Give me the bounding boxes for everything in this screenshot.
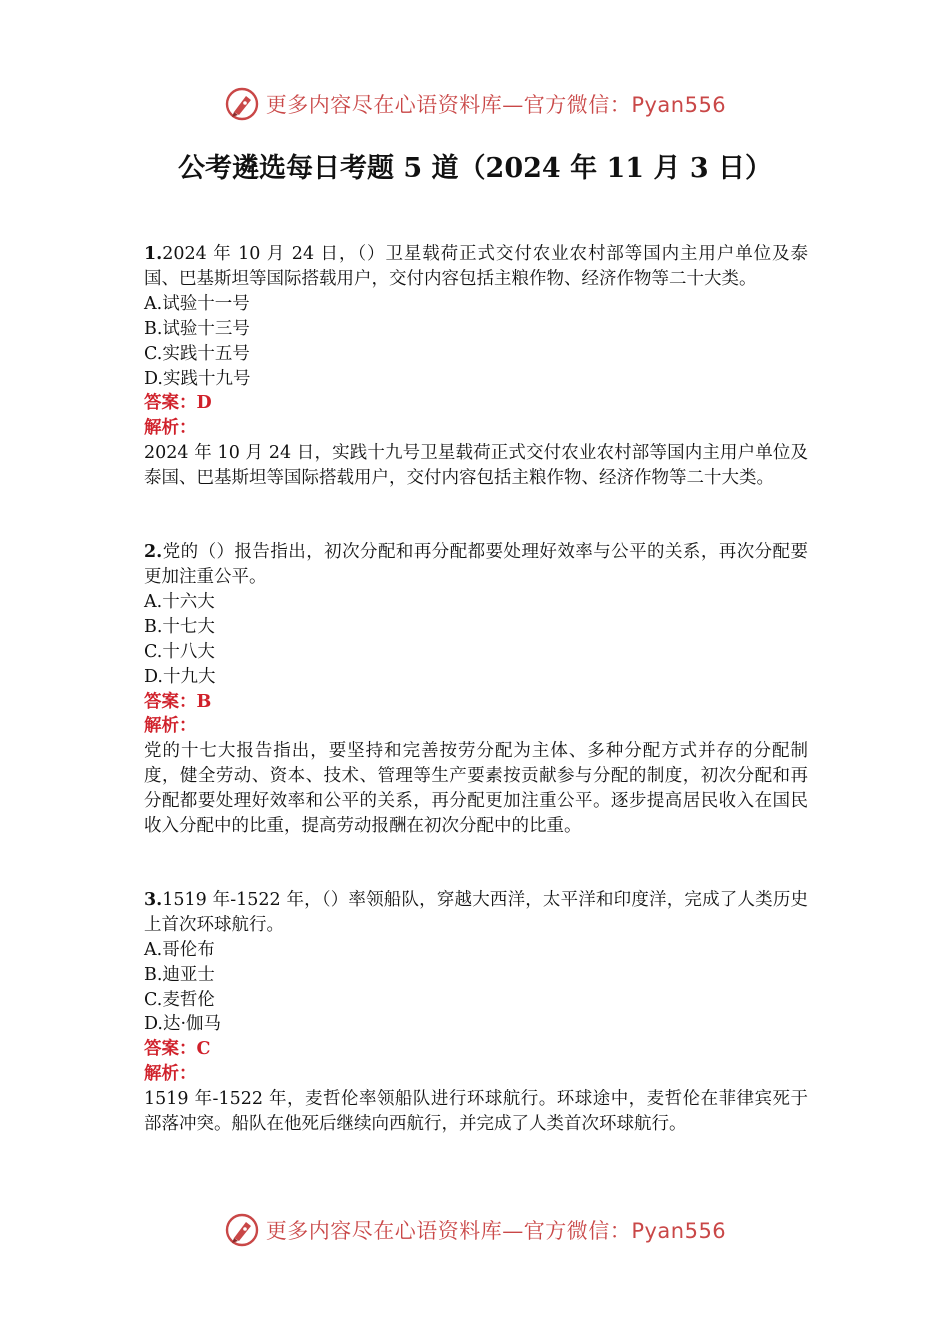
option-b: B.迪亚士 xyxy=(144,964,215,985)
analysis-label: 解析： xyxy=(144,418,197,439)
footer-banner xyxy=(0,1208,950,1252)
option-b: B.十七大 xyxy=(144,616,215,637)
question-3 xyxy=(144,888,808,1137)
answer-value: B xyxy=(196,691,212,712)
analysis-text: 2024 年 10 月 24 日，实践十九号卫星载荷正式交付农业农村部等国内主用户单位及泰国、巴基斯坦等国际搭载用户，交付内容包括主粮作物、经济作物等二十大类。 xyxy=(144,443,808,489)
analysis-label: 解析： xyxy=(144,1064,197,1085)
pen-nib-logo-icon xyxy=(224,1212,260,1248)
analysis-text: 党的十七大报告指出，要坚持和完善按劳分配为主体、多种分配方式并存的分配制度，健全劳动、资本、技术、管理等生产要素按贡献参与分配的制度，初次分配和再分配都要处理好效率和公平的关系，再分配更加注重公平。逐步提高居民收入在国民收入分配中的比重，提高劳动报酬在初次分配中的比重。 xyxy=(144,741,808,837)
question-stem: 3.1519 年-1522 年，（）率领船队，穿越大西洋，太平洋和印度洋，完成了人类历史上首次环球航行。 xyxy=(144,889,808,935)
question-1 xyxy=(144,242,808,491)
question-number: 2. xyxy=(144,542,163,563)
option-a: A.试验十一号 xyxy=(144,293,250,314)
question-stem: 1.2024 年 10 月 24 日，（）卫星载荷正式交付农业农村部等国内主用户单位及泰国、巴基斯坦等国际搭载用户，交付内容包括主粮作物、经济作物等二十大类。 xyxy=(144,244,808,289)
option-a: A.哥伦布 xyxy=(144,939,215,960)
question-number: 3. xyxy=(144,889,163,910)
option-c: C.十八大 xyxy=(144,641,215,662)
wechat-id: Pyan556 xyxy=(631,1219,727,1243)
banner-text: 更多内容尽在心语资料库—官方微信：Pyan556 xyxy=(265,93,727,117)
answer-line: 答案：B xyxy=(144,691,212,712)
pen-nib-logo-icon xyxy=(224,86,260,122)
analysis-text: 1519 年-1522 年，麦哲伦率领船队进行环球航行。环球途中，麦哲伦在菲律宾死于部落冲突。船队在他死后继续向西航行，并完成了人类首次环球航行。 xyxy=(144,1089,808,1135)
question-stem: 2.党的（）报告指出，初次分配和再分配都要处理好效率与公平的关系，再次分配要更加注重公平。 xyxy=(144,542,808,587)
answer-value: D xyxy=(196,393,212,414)
question-number: 1. xyxy=(144,244,163,264)
question-2 xyxy=(144,540,808,839)
option-c: C.麦哲伦 xyxy=(144,989,215,1010)
option-a: A.十六大 xyxy=(144,591,215,612)
answer-line: 答案：C xyxy=(144,1039,211,1060)
option-d: D.十九大 xyxy=(144,666,216,687)
wechat-id: Pyan556 xyxy=(631,93,727,117)
header-banner xyxy=(0,82,950,126)
banner-text: 更多内容尽在心语资料库—官方微信：Pyan556 xyxy=(265,1219,727,1243)
question-list xyxy=(144,242,808,1137)
answer-line: 答案：D xyxy=(144,393,212,414)
option-c: C.实践十五号 xyxy=(144,343,250,364)
analysis-label: 解析： xyxy=(144,716,197,737)
option-d: D.达·伽马 xyxy=(144,1014,222,1035)
option-d: D.实践十九号 xyxy=(144,368,251,389)
answer-value: C xyxy=(196,1039,211,1060)
page-title: 公考遴选每日考题 5 道（2024 年 11 月 3 日） xyxy=(177,153,773,184)
option-b: B.试验十三号 xyxy=(144,318,250,339)
